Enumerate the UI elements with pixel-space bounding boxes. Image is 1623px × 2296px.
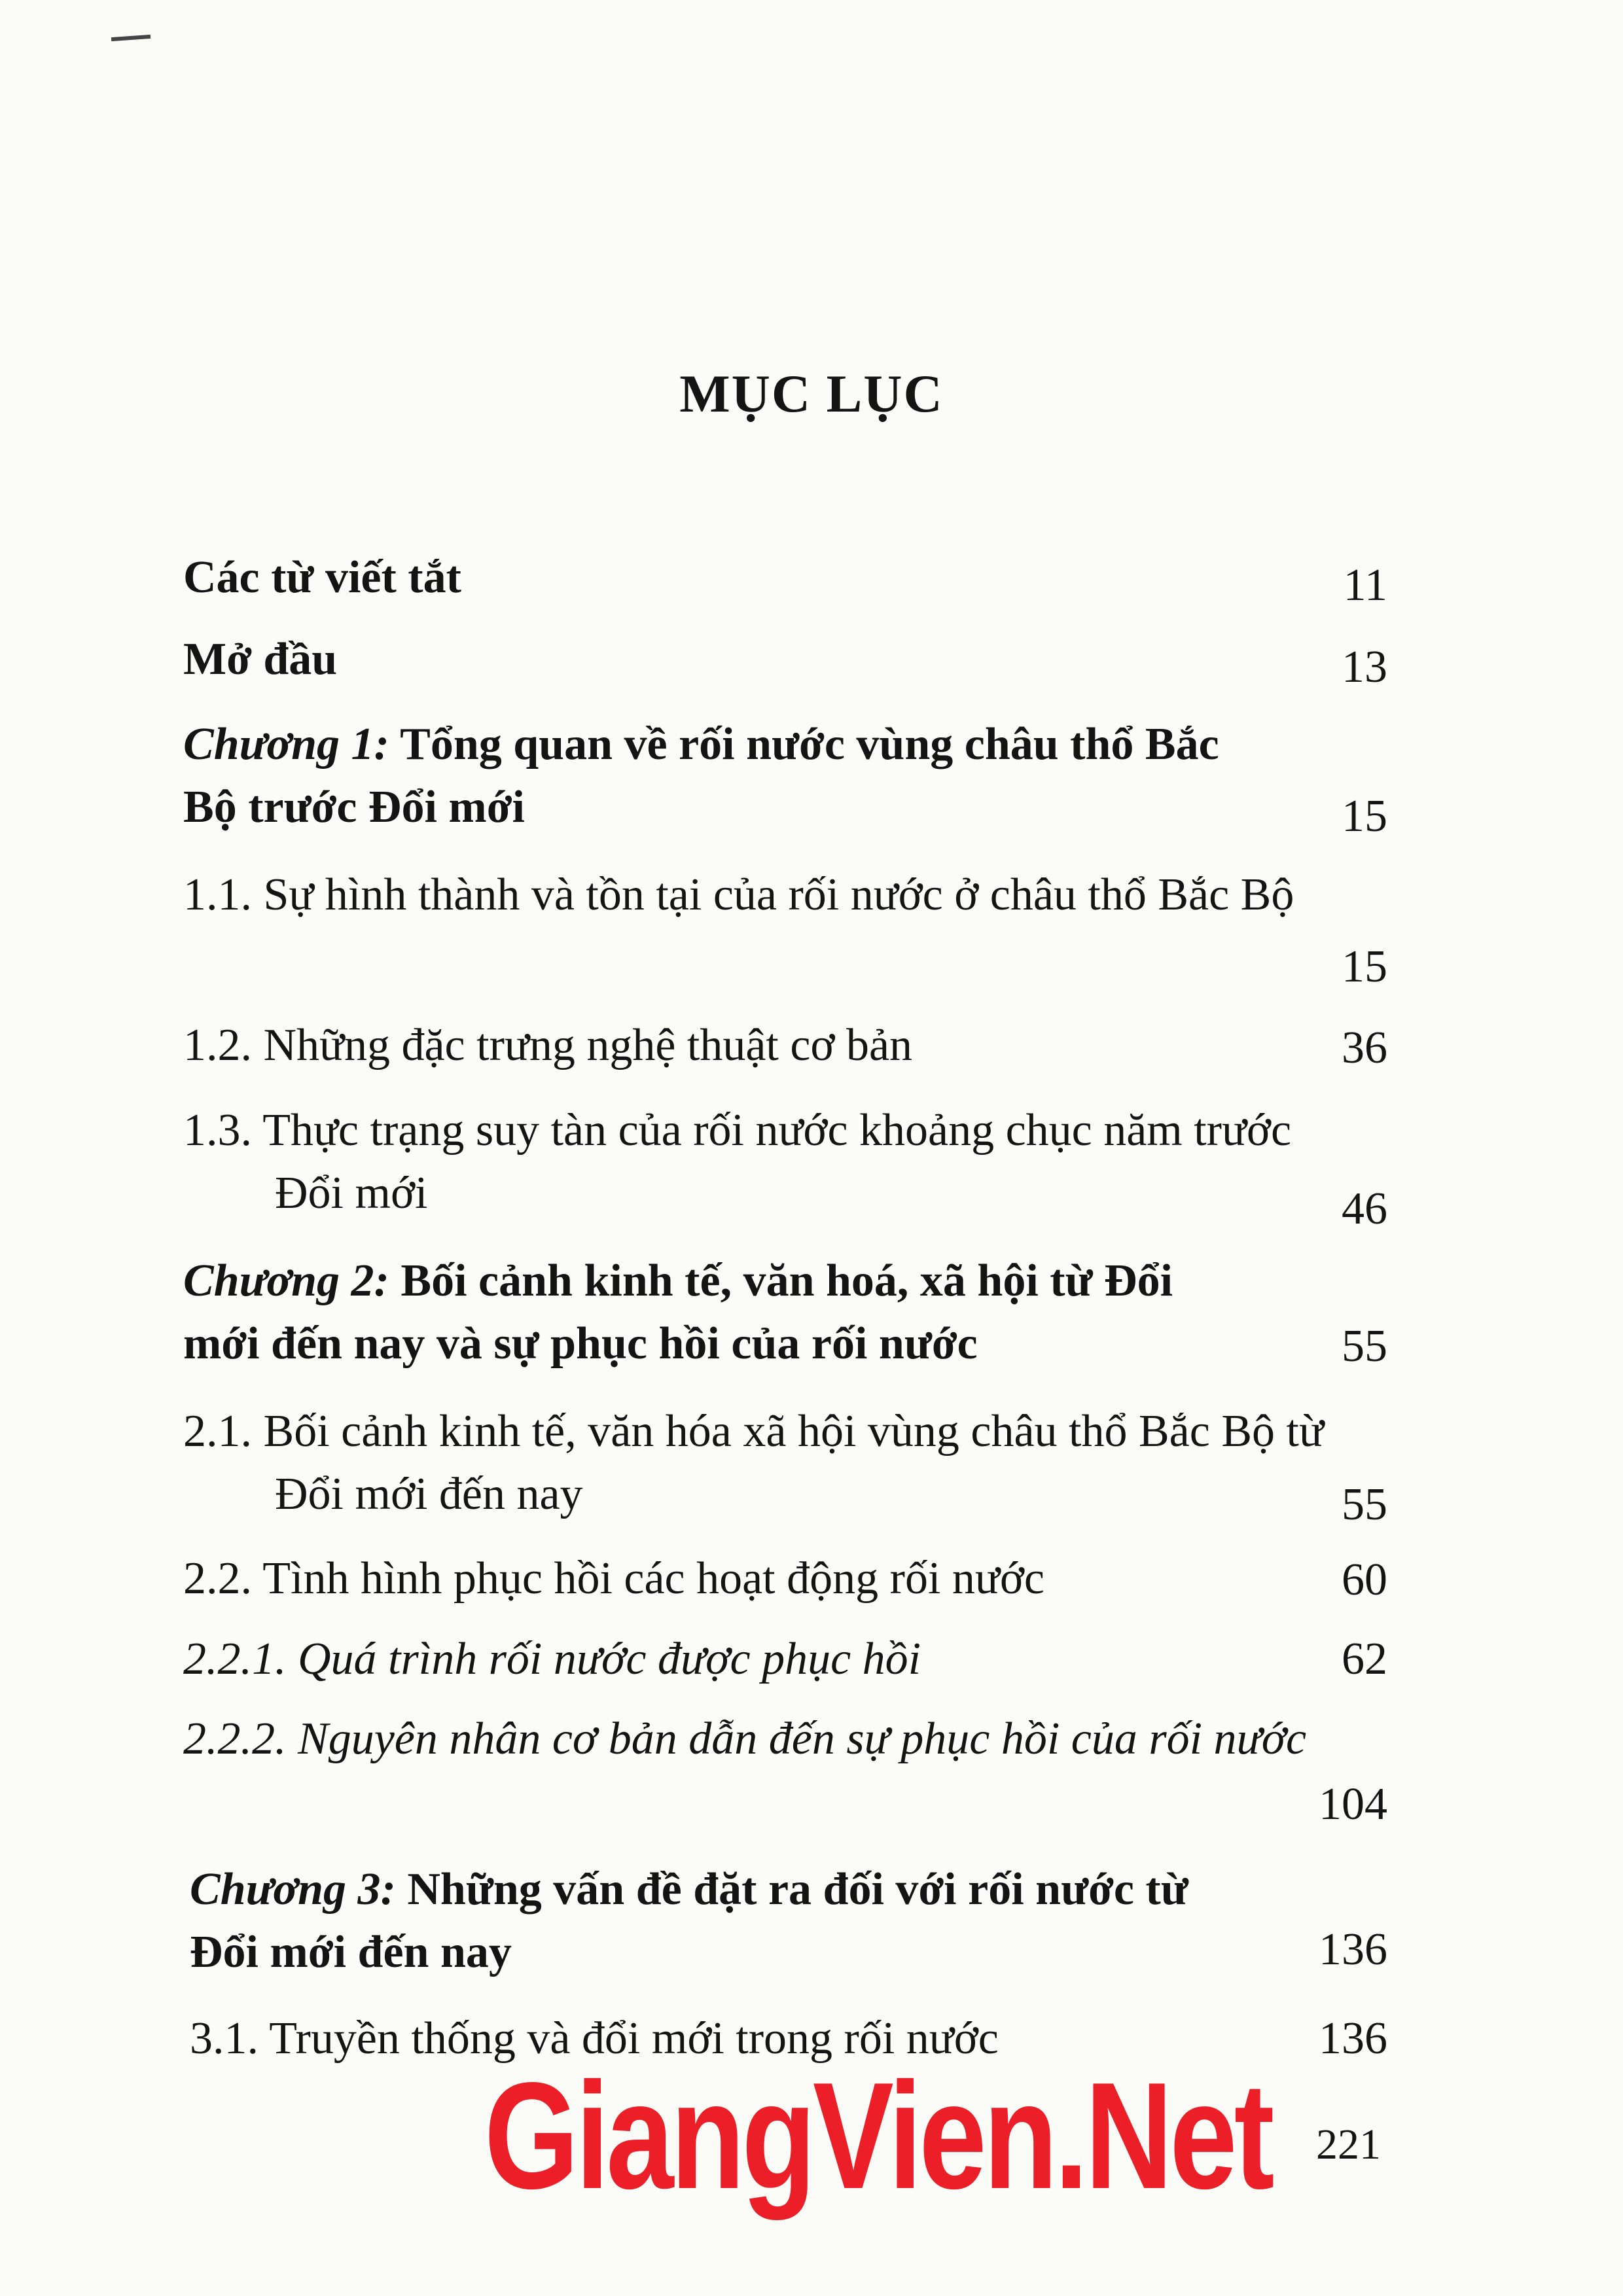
entry-title: 3.1. Truyền thống và đổi mới trong rối nước (190, 2013, 999, 2064)
watermark-logo: GiangVien.Net (484, 2051, 1272, 2221)
entry-title: Mở đầu (183, 634, 338, 684)
entry-title: 2.2.1. Quá trình rối nước được phục hồi (183, 1634, 921, 1684)
toc-entry-section-1-1 (183, 864, 1387, 995)
toc-entry-abbreviations (183, 546, 1387, 618)
toc-entry-introduction (183, 628, 1387, 700)
chapter-label: Chương 3: (190, 1864, 396, 1915)
entry-page: 11 (1343, 560, 1387, 610)
entry-page: 13 (1342, 642, 1387, 692)
chapter-title: Tổng quan về rối nước vùng châu thổ Bắc Bộ trước Đổi mới (183, 719, 1219, 832)
entry-page: 55 (1342, 1321, 1387, 1371)
toc-entry-chapter-3 (190, 1858, 1387, 1989)
entry-page: 136 (1319, 1924, 1387, 1975)
entry-page: 62 (1342, 1634, 1387, 1684)
chapter-label: Chương 1: (183, 719, 389, 769)
entry-title (183, 713, 1270, 839)
entry-title: 1.1. Sự hình thành và tồn tại của rối nước ở châu thổ Bắc Bộ (183, 870, 1294, 920)
page-title: MỤC LỤC (679, 364, 944, 423)
entry-title: Các từ viết tắt (183, 552, 461, 603)
entry-title: 2.2.2. Nguyên nhân cơ bản dẫn đến sự phục hồi của rối nước (183, 1714, 1307, 1764)
toc-entry-section-1-2 (183, 1014, 1387, 1086)
toc-entry-section-1-3 (183, 1099, 1387, 1234)
chapter-label: Chương 2: (183, 1256, 389, 1306)
entry-page: 15 (1342, 942, 1387, 992)
entry-title (190, 1858, 1263, 1984)
entry-title: 2.2. Tình hình phục hồi các hoạt động rối nước (183, 1553, 1044, 1604)
entry-page: 104 (1319, 1779, 1387, 1829)
chapter-title: Những vấn đề đặt ra đối với rối nước từ Đổi mới đến nay (190, 1864, 1188, 1977)
entry-page: 46 (1342, 1184, 1387, 1234)
toc-entry-chapter-2 (183, 1250, 1387, 1381)
page-number: 221 (1316, 2121, 1381, 2168)
entry-title (183, 1250, 1257, 1375)
entry-title: 2.1. Bối cảnh kinh tế, văn hóa xã hội vùng châu thổ Bắc Bộ từ Đổi mới đến nay (183, 1406, 1324, 1519)
entry-page: 136 (1319, 2013, 1387, 2064)
toc-entry-section-2-2-1 (183, 1628, 1387, 1700)
toc-entry-section-2-1 (183, 1400, 1387, 1531)
entry-title: 1.3. Thực trạng suy tàn của rối nước khoảng chục năm trước Đổi mới (183, 1105, 1292, 1218)
toc-entry-chapter-1 (183, 713, 1387, 844)
entry-title: 1.2. Những đặc trưng nghệ thuật cơ bản (183, 1020, 913, 1070)
chapter-title: Bối cảnh kinh tế, văn hoá, xã hội từ Đổi mới đến nay và sự phục hồi của rối nước (183, 1256, 1173, 1369)
entry-page: 15 (1342, 791, 1387, 841)
toc-entry-section-2-2-2 (183, 1708, 1387, 1839)
entry-page: 60 (1342, 1555, 1387, 1605)
entry-page: 36 (1342, 1023, 1387, 1073)
toc-entry-section-2-2 (183, 1547, 1387, 1619)
entry-page: 55 (1342, 1479, 1387, 1530)
